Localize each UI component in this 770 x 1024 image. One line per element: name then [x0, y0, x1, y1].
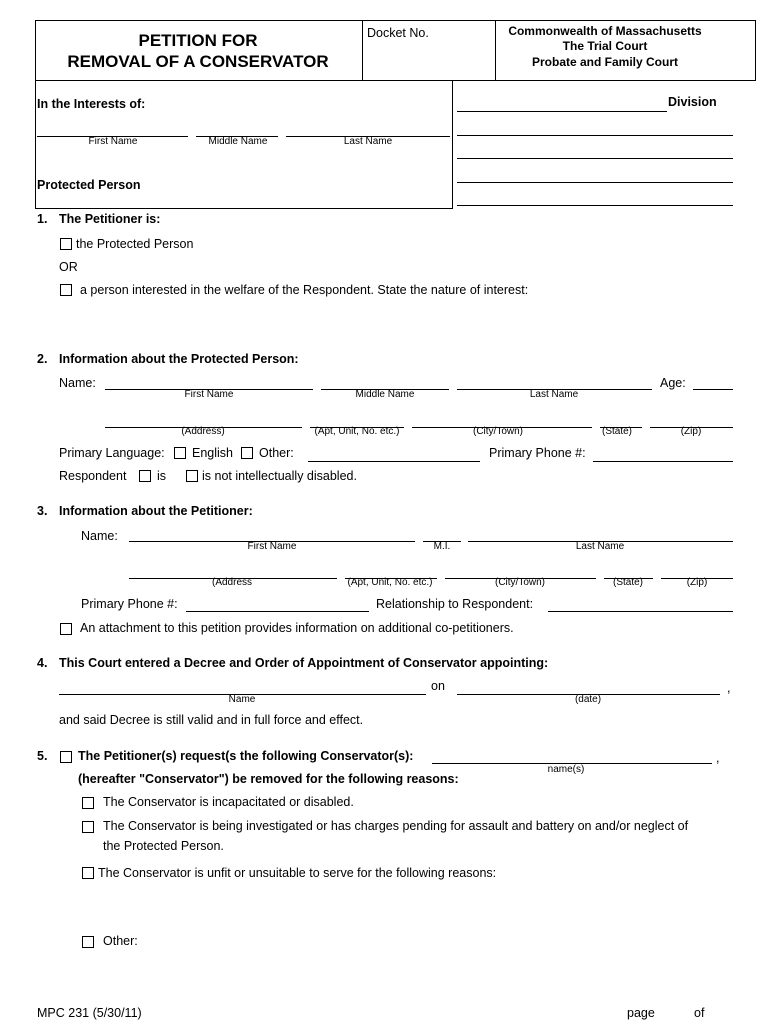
s2-title: Information about the Protected Person: — [59, 352, 299, 366]
relationship-field[interactable] — [548, 611, 733, 612]
s3-title: Information about the Petitioner: — [59, 504, 253, 518]
court-line3: Probate and Family Court — [531, 55, 679, 69]
language-label: Primary Language: — [59, 446, 165, 460]
caption-line[interactable] — [457, 158, 733, 159]
s1-title: The Petitioner is: — [59, 212, 161, 226]
interested-person-option: a person interested in the welfare of the Respondent. State the nature of interest: — [80, 283, 529, 297]
removal-request-checkbox[interactable] — [60, 751, 72, 763]
protected-person-label: Protected Person — [37, 178, 141, 192]
form-title-line1: PETITION FOR — [138, 31, 258, 50]
phone-label: Primary Phone #: — [81, 597, 178, 611]
s5-number: 5. — [37, 749, 48, 763]
page-label: page — [627, 1006, 655, 1020]
apt-label: (Apt, Unit, No. etc.) — [347, 577, 433, 588]
comma: , — [716, 751, 720, 765]
name-label: Name — [228, 694, 256, 705]
first-name-label: First Name — [88, 136, 138, 147]
pet-phone-field[interactable] — [186, 611, 369, 612]
is-not-disabled-checkbox[interactable] — [186, 470, 198, 482]
city-label: (City/Town) — [494, 577, 546, 588]
interests-label: In the Interests of: — [37, 97, 146, 111]
divider — [362, 20, 363, 81]
english-checkbox[interactable] — [174, 447, 186, 459]
name-label: Name: — [81, 529, 118, 543]
form-id: MPC 231 (5/30/11) — [37, 1006, 142, 1020]
pp-phone-field[interactable] — [593, 461, 733, 462]
is-label: is — [157, 469, 167, 483]
other-reason-checkbox[interactable] — [82, 936, 94, 948]
decree-valid-text: and said Decree is still valid and in full force and effect. — [59, 713, 364, 727]
name-label: Name: — [59, 376, 96, 390]
other-label: Other: — [259, 446, 294, 460]
names-label: name(s) — [547, 764, 585, 775]
divider — [495, 20, 496, 81]
state-label: (State) — [601, 426, 633, 437]
investigated-label-cont: the Protected Person. — [103, 839, 224, 853]
other-language-checkbox[interactable] — [241, 447, 253, 459]
attachment-label: An attachment to this petition provides information on additional co-petitioners. — [80, 621, 514, 635]
first-name-label: First Name — [247, 541, 297, 552]
caption-line[interactable] — [457, 205, 733, 206]
caption-line[interactable] — [457, 182, 733, 183]
first-name-label: First Name — [184, 389, 234, 400]
interested-person-checkbox[interactable] — [60, 284, 72, 296]
other-reason-label: Other: — [103, 934, 138, 948]
s3-number: 3. — [37, 504, 48, 518]
docket-label: Docket No. — [367, 26, 429, 40]
zip-label: (Zip) — [686, 577, 708, 588]
middle-name-label: Middle Name — [208, 136, 268, 147]
city-label: (City/Town) — [472, 426, 524, 437]
s4-number: 4. — [37, 656, 48, 670]
unfit-checkbox[interactable] — [82, 867, 94, 879]
middle-name-label: Middle Name — [355, 389, 415, 400]
phone-label: Primary Phone #: — [489, 446, 586, 460]
age-label: Age: — [660, 376, 686, 390]
is-disabled-checkbox[interactable] — [139, 470, 151, 482]
s2-number: 2. — [37, 352, 48, 366]
protected-person-option: the Protected Person — [76, 237, 194, 251]
caption-line[interactable] — [457, 135, 733, 136]
age-field[interactable] — [693, 389, 733, 390]
apt-label: (Apt, Unit, No. etc.) — [314, 426, 400, 437]
division-field[interactable] — [457, 111, 667, 112]
court-line2: The Trial Court — [562, 39, 648, 53]
english-label: English — [192, 446, 233, 460]
other-language-field[interactable] — [308, 461, 480, 462]
last-name-label: Last Name — [343, 136, 393, 147]
last-name-label: Last Name — [575, 541, 625, 552]
attachment-checkbox[interactable] — [60, 623, 72, 635]
comma: , — [727, 681, 731, 695]
unfit-label: The Conservator is unfit or unsuitable to serve for the following reasons: — [98, 866, 497, 880]
zip-label: (Zip) — [680, 426, 702, 437]
form-title-line2: REMOVAL OF A CONSERVATOR — [67, 52, 329, 71]
s4-title: This Court entered a Decree and Order of Appointment of Conservator appointing: — [59, 656, 549, 670]
address-label: (Address — [211, 577, 253, 588]
mi-label: M.I. — [433, 541, 451, 552]
last-name-label: Last Name — [529, 389, 579, 400]
date-label: (date) — [574, 694, 602, 705]
state-label: (State) — [612, 577, 644, 588]
investigated-label: The Conservator is being investigated or has charges pending for assault and battery on and/or neglect of — [103, 819, 689, 833]
hereafter-text: (hereafter "Conservator") be removed for the following reasons: — [78, 772, 459, 786]
incapacitated-label: The Conservator is incapacitated or disabled. — [103, 795, 354, 809]
s5-title: The Petitioner(s) request(s the following Conservator(s): — [78, 749, 414, 763]
is-not-label: is not intellectually disabled. — [202, 469, 357, 483]
protected-person-checkbox[interactable] — [60, 238, 72, 250]
incapacitated-checkbox[interactable] — [82, 797, 94, 809]
court-line1: Commonwealth of Massachusetts — [508, 24, 702, 38]
on-label: on — [431, 679, 445, 693]
respondent-label: Respondent — [59, 469, 127, 483]
investigated-checkbox[interactable] — [82, 821, 94, 833]
address-label: (Address) — [181, 426, 225, 437]
division-label: Division — [668, 95, 717, 109]
or-label: OR — [59, 260, 78, 274]
relationship-label: Relationship to Respondent: — [376, 597, 534, 611]
of-label: of — [694, 1006, 705, 1020]
s1-number: 1. — [37, 212, 48, 226]
